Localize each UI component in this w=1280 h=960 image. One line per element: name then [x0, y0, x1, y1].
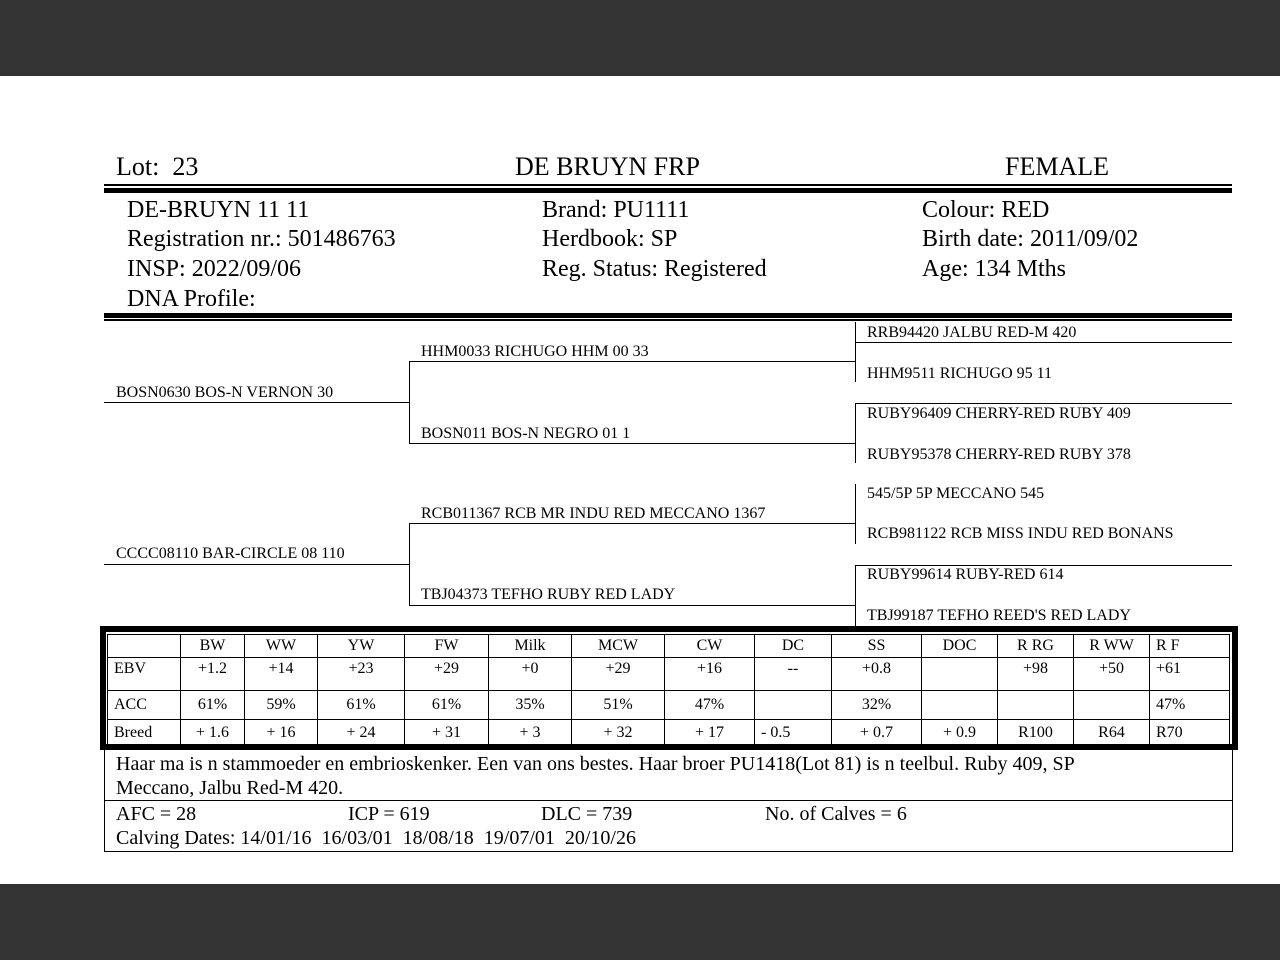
ebv-header-cell: MCW — [572, 635, 665, 658]
acc-cell — [1074, 691, 1150, 720]
pedigree-connector — [409, 524, 410, 605]
details-rule-thick — [104, 313, 1232, 318]
pedigree-ggp-7: RUBY99614 RUBY-RED 614 — [867, 566, 1064, 583]
acc-cell: 61% — [181, 691, 245, 720]
ebv-header-cell: CW — [665, 635, 755, 658]
ebv-header-cell: FW — [405, 635, 489, 658]
herdbook: Herdbook: SP — [542, 226, 678, 252]
ebv-cell: +29 — [572, 658, 665, 691]
top-letterbox-bar — [0, 0, 1280, 76]
breed-cell: R70 — [1150, 720, 1230, 747]
breed-cell: + 24 — [318, 720, 405, 747]
pedigree-sire: BOSN0630 BOS-N VERNON 30 — [116, 384, 334, 401]
breed-row — [108, 720, 1230, 747]
pedigree-dam-sire: RCB011367 RCB MR INDU RED MECCANO 1367 — [421, 505, 766, 522]
breed-cell: R100 — [998, 720, 1074, 747]
ebv-row-label: EBV — [108, 658, 181, 691]
ebv-cell: +29 — [405, 658, 489, 691]
pedigree-line — [409, 605, 855, 606]
pedigree-ggp-3: RUBY96409 CHERRY-RED RUBY 409 — [867, 405, 1131, 422]
ebv-header-cell: SS — [832, 635, 922, 658]
pedigree-line — [855, 403, 1232, 404]
pedigree-connector — [855, 322, 856, 382]
acc-cell: 32% — [832, 691, 922, 720]
birth-date: Birth date: 2011/09/02 — [922, 226, 1139, 252]
ebv-header-cell: R WW — [1074, 635, 1150, 658]
acc-cell: 47% — [665, 691, 755, 720]
sex-label: FEMALE — [1005, 152, 1109, 181]
breed-cell: + 32 — [572, 720, 665, 747]
ebv-header-row — [108, 635, 1230, 658]
lot-label: Lot: 23 — [116, 152, 199, 181]
acc-cell: 61% — [405, 691, 489, 720]
acc-cell — [998, 691, 1074, 720]
breed-cell: + 0.7 — [832, 720, 922, 747]
ebv-cell: +16 — [665, 658, 755, 691]
acc-cell: 61% — [318, 691, 405, 720]
breed-row-label: Breed — [108, 720, 181, 747]
pedigree-line — [409, 361, 855, 362]
ebv-header-cell: DC — [755, 635, 832, 658]
breed-cell: + 31 — [405, 720, 489, 747]
acc-cell: 51% — [572, 691, 665, 720]
number-of-calves: No. of Calves = 6 — [765, 803, 907, 825]
ebv-cell: +1.2 — [181, 658, 245, 691]
pedigree-sire-dam: BOSN011 BOS-N NEGRO 01 1 — [421, 425, 631, 442]
ebv-header-cell: R RG — [998, 635, 1074, 658]
acc-cell: 59% — [245, 691, 318, 720]
acc-row-label: ACC — [108, 691, 181, 720]
ebv-cell: +0 — [489, 658, 572, 691]
breed-cell: + 1.6 — [181, 720, 245, 747]
header-rule-thick — [104, 188, 1232, 193]
ebv-row — [108, 658, 1230, 691]
icp: ICP = 619 — [348, 803, 430, 825]
ebv-header-cell: BW — [181, 635, 245, 658]
pedigree-connector — [855, 403, 856, 463]
pedigree-line — [409, 443, 855, 444]
ebv-header-cell — [108, 635, 181, 658]
pedigree-line — [104, 402, 410, 403]
pedigree-dam: CCCC08110 BAR-CIRCLE 08 110 — [116, 545, 345, 562]
breed-cell: + 17 — [665, 720, 755, 747]
acc-cell: 35% — [489, 691, 572, 720]
ebv-header-cell: WW — [245, 635, 318, 658]
pedigree-connector — [855, 484, 856, 544]
pedigree-connector — [409, 362, 410, 443]
registration-status: Reg. Status: Registered — [542, 256, 767, 282]
comment-line-2: Meccano, Jalbu Red-M 420. — [116, 777, 344, 799]
breed-cell: + 16 — [245, 720, 318, 747]
brand: Brand: PU1111 — [542, 197, 690, 223]
colour: Colour: RED — [922, 197, 1050, 223]
animal-name: DE-BRUYN 11 11 — [127, 197, 310, 223]
acc-row — [108, 691, 1230, 720]
pedigree-ggp-8: TBJ99187 TEFHO REED'S RED LADY — [867, 607, 1131, 624]
pedigree-ggp-1: RRB94420 JALBU RED-M 420 — [867, 324, 1077, 341]
pedigree-ggp-2: HHM9511 RICHUGO 95 11 — [867, 365, 1053, 382]
ebv-cell: +23 — [318, 658, 405, 691]
acc-cell: 47% — [1150, 691, 1230, 720]
ebv-cell: -- — [755, 658, 832, 691]
ebv-cell: +50 — [1074, 658, 1150, 691]
acc-cell — [922, 691, 998, 720]
ebv-table — [107, 634, 1230, 747]
lot-number: 23 — [172, 152, 199, 181]
pedigree-line — [855, 342, 1232, 343]
dna-profile: DNA Profile: — [127, 286, 256, 312]
header-rule-thin — [104, 184, 1232, 186]
ebv-cell: +61 — [1150, 658, 1230, 691]
ebv-cell: +14 — [245, 658, 318, 691]
ebv-header-cell: R F — [1150, 635, 1230, 658]
breed-cell: R64 — [1074, 720, 1150, 747]
age: Age: 134 Mths — [922, 256, 1066, 282]
afc: AFC = 28 — [116, 803, 197, 825]
pedigree-line — [409, 523, 855, 524]
breeder-name: DE BRUYN FRP — [515, 152, 700, 181]
acc-cell — [755, 691, 832, 720]
ebv-cell: +98 — [998, 658, 1074, 691]
calving-dates: Calving Dates: 14/01/16 16/03/01 18/08/18 19/07/01 20/10/26 — [116, 827, 636, 849]
comment-line-1: Haar ma is n stammoeder en embrioskenker. Een van ons bestes. Haar broer PU1418(Lot 81) is n teelbul. Ruby 409, SP — [116, 753, 1075, 775]
pedigree-sire-sire: HHM0033 RICHUGO HHM 00 33 — [421, 343, 649, 360]
ebv-cell: +0.8 — [832, 658, 922, 691]
pedigree-ggp-6: RCB981122 RCB MISS INDU RED BONANS — [867, 525, 1174, 542]
dlc: DLC = 739 — [541, 803, 633, 825]
pedigree-connector — [855, 565, 856, 627]
insp-date: INSP: 2022/09/06 — [127, 256, 302, 282]
registration-number: Registration nr.: 501486763 — [127, 226, 396, 252]
pedigree-line — [855, 565, 1232, 566]
ebv-header-cell: Milk — [489, 635, 572, 658]
pedigree-ggp-5: 545/5P 5P MECCANO 545 — [867, 485, 1045, 502]
pedigree-dam-dam: TBJ04373 TEFHO RUBY RED LADY — [421, 586, 676, 603]
ebv-header-cell: DOC — [922, 635, 998, 658]
breed-cell: - 0.5 — [755, 720, 832, 747]
breed-cell: + 3 — [489, 720, 572, 747]
ebv-cell — [922, 658, 998, 691]
pedigree-line — [104, 564, 410, 565]
ebv-header-cell: YW — [318, 635, 405, 658]
breed-cell: + 0.9 — [922, 720, 998, 747]
pedigree-ggp-4: RUBY95378 CHERRY-RED RUBY 378 — [867, 446, 1131, 463]
bottom-letterbox-bar — [0, 884, 1280, 960]
details-rule-thin — [104, 319, 1232, 321]
